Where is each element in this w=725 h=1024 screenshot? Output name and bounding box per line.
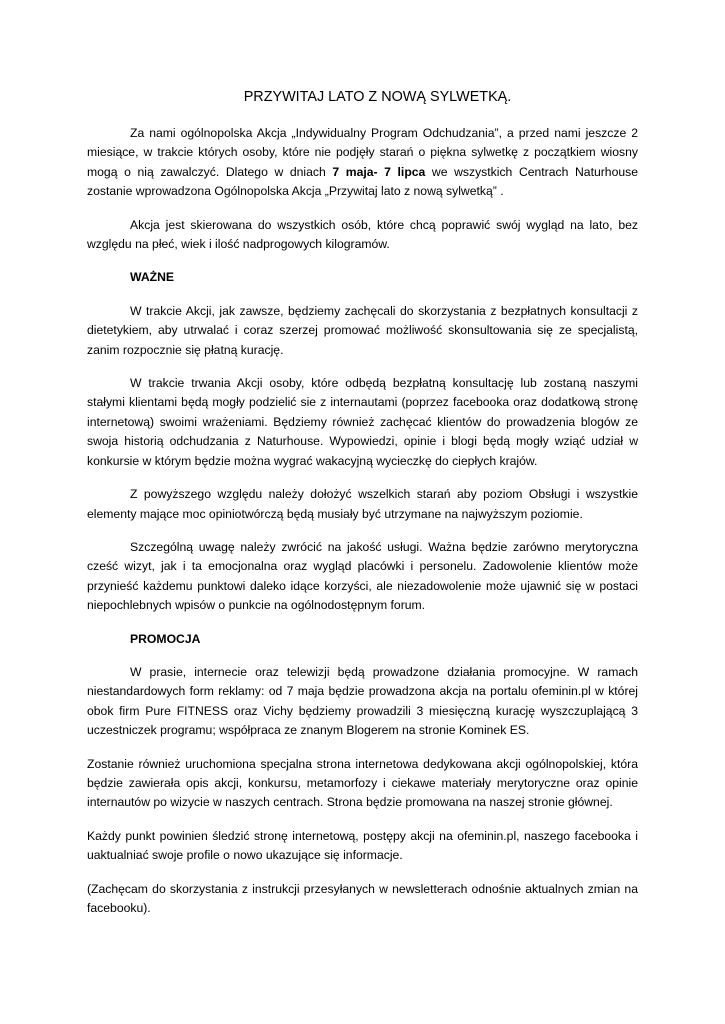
paragraph-opinions: W trakcie trwania Akcji osoby, które odbędą bezpłatną konsultację lub zostaną naszymi stałymi klientami będą mogły podzielić sie z internautami (poprzez facebooka oraz dodatkową stronę internetową) swoimi wrażeniami. Będziemy również zachęcać klientów do prowadzenia blogów ze swoja historią odchudzania z Naturhouse. Wypowiedzi, opinie i blogi będą mogły wziąć udział w konkursie w którym będzie można wygrać wakacyjną wycieczkę do ciepłych krajów. [87,376,638,468]
intro-text-end: we wszystkich Centrach Naturhouse zostanie wprowadzona Ogólnopolska Akcja „Przywitaj lato z nową sylwetką” . [87,164,638,199]
paragraph-tracking: Każdy punkt powinien śledzić stronę internetową, postępy akcji na ofeminin.pl, naszego facebooka i uaktualniać swoje profile o nowo ukazujące się informacje. [87,828,638,863]
paragraph-consultations: W trakcie Akcji, jak zawsze, będziemy zachęcali do skorzystania z bezpłatnych konsultacji z dietetykiem, aby utrwalać i coraz szerzej promować możliwość skonsultowania się ze specjalistą, zanim rozpocznie się płatną kurację. [87,303,638,357]
paragraph-newsletter: (Zachęcam do skorzystania z instrukcji przesyłanych w newsletterach odnośnie aktualnych zmian na facebooku). [87,881,638,915]
document-title: PRZYWITAJ LATO Z NOWĄ SYLWETKĄ. [243,89,512,105]
heading-wazne: WAŻNE [130,270,175,285]
paragraph-promotion: W prasie, internecie oraz telewizji będą prowadzone działania promocyjne. W ramach niestandardowych form reklamy: od 7 maja będzie prowadzona akcja na portalu ofeminin.pl w której obok firm Pure FITNESS oraz Vichy będziemy prowadzili 3 miesięczną kurację wyszczuplającą 3 uczestniczek programu; współpraca ze znanym Blogerem na stronie Kominek ES. [87,664,638,738]
intro-text-start: Za nami ogólnopolska Akcja „Indywidualny Program Odchudzania”, a przed nami jeszcze 2 miesiące, w trakcie których osoby, które nie podjęły starań o piękna sylwetkę z początkiem wiosny mogą o nią zawalczyć. Dlatego w dniach [87,126,638,179]
paragraph-intro [87,124,638,202]
heading-promocja: PROMOCJA [130,631,201,646]
intro-dates-bold: 7 maja- 7 lipca [332,164,426,179]
paragraph-audience: Akcja jest skierowana do wszystkich osób, które chcą poprawić swój wygląd na lato, bez względu na płeć, wiek i ilość nadprogowych kilogramów. [87,217,638,252]
paragraph-quality: Szczególną uwagę należy zwrócić na jakość usługi. Ważna będzie zarówno merytoryczna cześć wizyt, jak i ta emocjonalna oraz wygląd placówki i personelu. Zadowolenie klientów może przynieść każdemu punktowi daleko idące korzyści, ale niezadowolenie może ujawnić się w postaci niepochlebnych wpisów o punkcie na ogólnodostępnym forum. [87,539,638,613]
paragraph-service-level: Z powyższego względu należy dołożyć wszelkich starań aby poziom Obsługi i wszystkie elementy mające moc opiniotwórczą będą musiały być utrzymane na najwyższym poziomie. [87,487,638,521]
paragraph-website: Zostanie również uruchomiona specjalna strona internetowa dedykowana akcji ogólnopolskiej, która będzie zawierała opis akcji, konkursu, metamorfozy i ciekawe materiały merytoryczne oraz opinie internautów po wizycie w naszych centrach. Strona będzie promowana na naszej stronie głównej. [87,756,638,810]
